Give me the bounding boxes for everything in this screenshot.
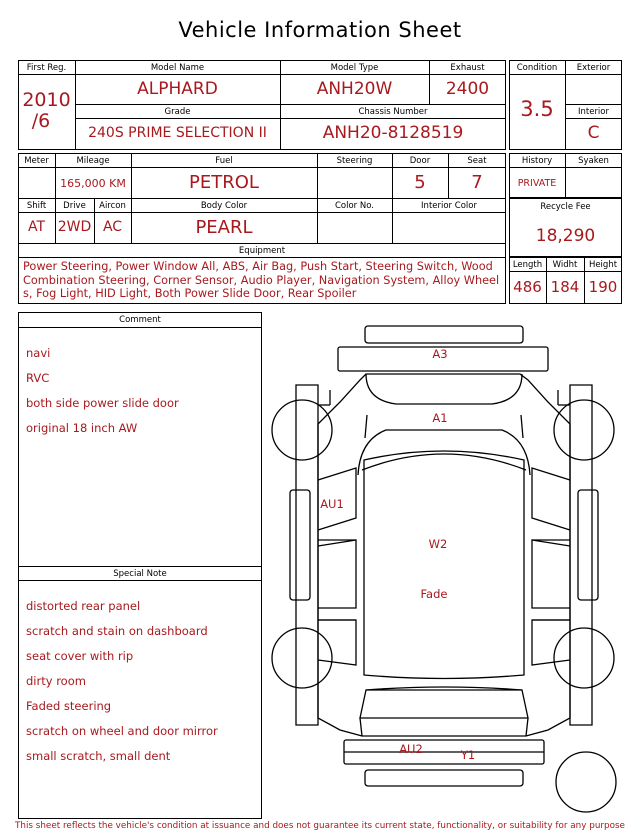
recycle-fee-label: Recycle Fee [540, 202, 591, 212]
color-no-label: Color No. [334, 201, 374, 211]
special-note-label: Special Note [113, 569, 167, 579]
drive-value: 2WD [57, 219, 92, 235]
length-label: Length [512, 260, 543, 270]
grade-label: Grade [164, 107, 191, 117]
fuel-value: PETROL [189, 172, 259, 193]
first-reg-month-value: /6 [31, 110, 51, 132]
model-name-label: Model Name [150, 63, 205, 73]
chassis-number-label: Chassis Number [358, 107, 428, 117]
disclaimer-footer: This sheet reflects the vehicle's condition at issuance and does not guarantee its current state, functionality, or suitability for any purpose [15, 821, 625, 831]
comment-label: Comment [119, 315, 161, 325]
syaken-label: Syaken [578, 156, 609, 166]
damage-mark-w2: W2 [428, 537, 448, 551]
damage-mark-au1: AU1 [320, 497, 344, 511]
special-note-line: scratch and stain on dashboard [26, 623, 208, 638]
page-title: Vehicle Information Sheet [178, 18, 462, 42]
special-note-text [26, 587, 258, 775]
height-value: 190 [588, 278, 618, 296]
door-value: 5 [414, 172, 426, 193]
aircon-label: Aircon [99, 201, 126, 211]
mileage-value: 165,000 KM [60, 177, 126, 190]
condition-value: 3.5 [520, 97, 554, 121]
model-type-value: ANH20W [316, 79, 393, 99]
recycle-fee-value: 18,290 [535, 226, 596, 246]
width-label: Widht [552, 260, 578, 270]
grade-value: 240S PRIME SELECTION II [88, 125, 267, 141]
damage-mark-a3: A3 [432, 347, 448, 361]
interior-label: Interior [577, 107, 609, 117]
steering-label: Steering [336, 156, 373, 166]
damage-mark-a1: A1 [432, 411, 448, 425]
body-color-label: Body Color [200, 201, 248, 211]
door-label: Door [409, 156, 431, 166]
shift-value: AT [27, 219, 46, 235]
exhaust-label: Exhaust [450, 63, 485, 73]
drive-label: Drive [63, 201, 86, 211]
special-note-line: scratch on wheel and door mirror [26, 723, 218, 738]
damage-mark-au2: AU2 [399, 742, 423, 756]
history-label: History [521, 156, 553, 166]
condition-label: Condition [516, 63, 558, 73]
special-note-line: seat cover with rip [26, 648, 134, 663]
seat-label: Seat [467, 156, 487, 166]
exterior-label: Exterior [576, 63, 611, 73]
damage-mark-fade: Fade [420, 587, 448, 601]
exhaust-value: 2400 [445, 79, 490, 99]
comment-line: original 18 inch AW [26, 420, 138, 435]
width-value: 184 [550, 278, 580, 296]
interior-value: C [587, 123, 600, 143]
body-color-value: PEARL [195, 217, 253, 238]
comment-line: both side power slide door [26, 395, 179, 410]
equipment-label: Equipment [238, 246, 286, 256]
car-damage-diagram [270, 320, 630, 818]
mileage-label: Mileage [76, 156, 110, 166]
equipment-value: Power Steering, Power Window All, ABS, Air Bag, Push Start, Steering Switch, Wood Combination Steering, Corner Sensor, Audio Player, Navigation System, Alloy Wheels, Fog Light, HID Light, Both Power Slide Door, Rear Spoiler [23, 260, 500, 300]
special-note-line: dirty room [26, 673, 86, 688]
meter-label: Meter [24, 156, 49, 166]
seat-value: 7 [471, 172, 483, 193]
special-note-line: distorted rear panel [26, 598, 141, 613]
aircon-value: AC [102, 219, 123, 235]
first-reg-label: First Reg. [26, 63, 67, 73]
special-note-line: small scratch, small dent [26, 748, 171, 763]
fuel-label: Fuel [215, 156, 233, 166]
first-reg-year-value: 2010 [22, 89, 71, 111]
comment-text [26, 334, 258, 447]
comment-line: RVC [26, 370, 50, 385]
shift-label: Shift [26, 201, 47, 211]
history-value: PRIVATE [517, 178, 557, 189]
height-label: Height [588, 260, 618, 270]
length-value: 486 [513, 278, 542, 296]
special-note-line: Faded steering [26, 698, 112, 713]
chassis-number-value: ANH20-8128519 [322, 123, 464, 143]
damage-mark-y1: Y1 [460, 748, 476, 762]
comment-line: navi [26, 345, 51, 360]
model-name-value: ALPHARD [137, 79, 218, 99]
model-type-label: Model Type [330, 63, 379, 73]
interior-color-label: Interior Color [421, 201, 477, 211]
